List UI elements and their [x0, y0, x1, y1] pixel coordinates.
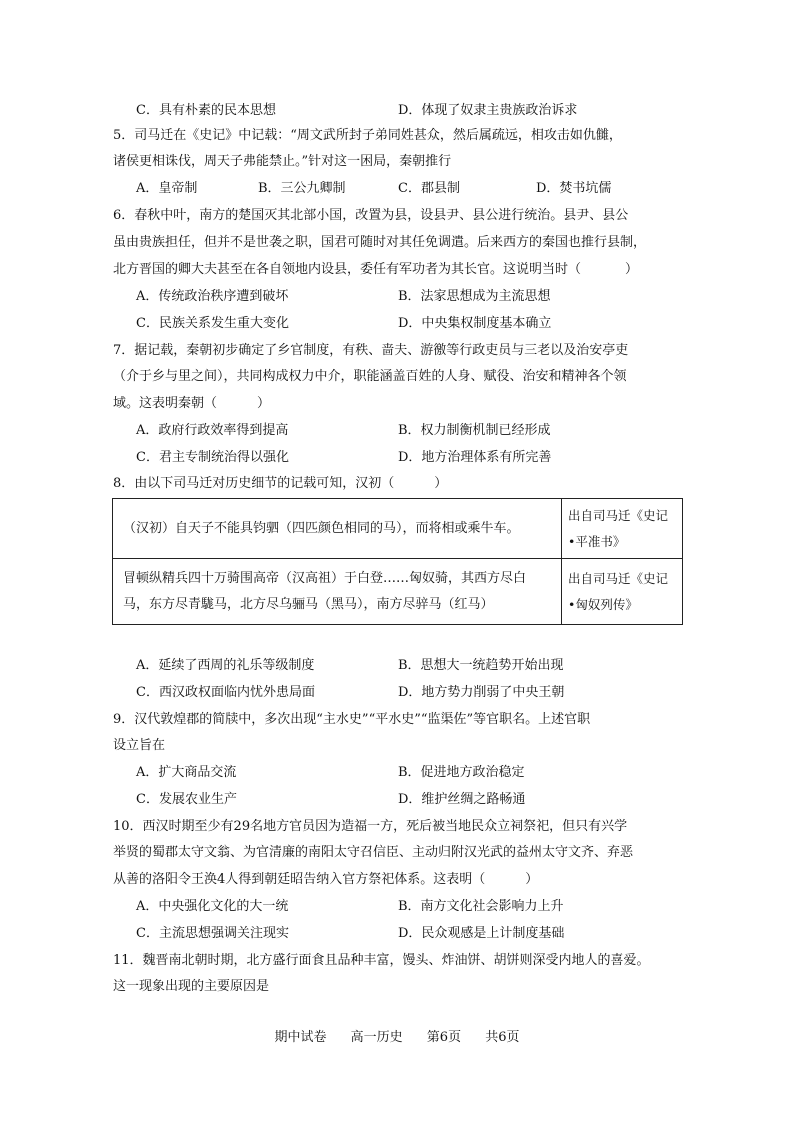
q8-row2-text	[113, 559, 562, 625]
q8-stem-text: 8．由以下司马迁对历史细节的记载可知，汉初（	[113, 476, 395, 491]
q5-option-d: D．焚书坑儒	[536, 181, 612, 196]
q7-option-b: B．权力制衡机制已经形成	[398, 423, 551, 438]
footer-page-number: 第6页	[426, 1030, 462, 1045]
footer-subject: 高一历史	[350, 1030, 403, 1045]
q8-row2-source-line2: •匈奴列传》	[568, 596, 638, 612]
q11-stem-line1: 11．魏晋南北朝时期，北方盛行面食且品种丰富，馒头、炸油饼、胡饼则深受内地人的喜爱。	[113, 953, 650, 968]
q8-stem	[113, 475, 447, 493]
q8-row1-source	[562, 499, 683, 559]
q7-answer-paren: ）	[257, 396, 271, 411]
q5-option-c: C．郡县制	[398, 181, 460, 196]
q6-stem-line2: 虽由贵族担任，但并不是世袭之职，国君可随时对其任免调遣。后来西方的秦国也推行县制，	[113, 235, 647, 250]
q10-stem-line1: 10．西汉时期至少有29名地方官员因为造福一方，死后被当地民众立祠祭祀，但只有兴学	[113, 819, 628, 834]
q6-answer-paren: ）	[625, 262, 639, 277]
q9-option-a: A．扩大商品交流	[136, 765, 237, 780]
q10-option-d: D．民众观感是上计制度基础	[398, 926, 565, 941]
q4-option-c: C．具有朴素的民本思想	[136, 103, 276, 118]
q7-stem-line3-text: 域。这表明秦朝（	[113, 396, 218, 411]
q10-stem-line3	[113, 871, 538, 889]
footer-exam-name: 期中试卷	[274, 1030, 327, 1045]
q8-answer-paren: ）	[434, 476, 448, 491]
q6-option-b: B．法家思想成为主流思想	[398, 289, 551, 304]
q8-source-table	[112, 498, 683, 625]
q7-stem-line3	[113, 395, 270, 413]
q6-option-a: A．传统政治秩序遭到破坏	[136, 289, 289, 304]
q10-stem-line2: 举贤的蜀郡太守文翁、为官清廉的南阳太守召信臣、主动归附汉光武的益州太守文齐、弃恶	[113, 845, 634, 860]
q7-stem-line2: （介于乡与里之间），共同构成权力中介，职能涵盖百姓的人身、赋役、治安和精神各个领	[113, 369, 627, 384]
q8-option-a: A．延续了西周的礼乐等级制度	[136, 658, 315, 673]
q9-option-c: C．发展农业生产	[136, 792, 237, 807]
q8-option-b: B．思想大一统趋势开始出现	[398, 658, 564, 673]
q5-option-a: A．皇帝制	[136, 181, 198, 196]
q9-option-d: D．维护丝绸之路畅通	[398, 792, 526, 807]
q10-stem-line3-text: 从善的洛阳令王涣4人得到朝廷昭告纳入官方祭祀体系。这表明（	[113, 872, 486, 887]
q8-option-d: D．地方势力削弱了中央王朝	[398, 685, 565, 700]
q9-stem-line1: 9．汉代敦煌郡的简牍中，多次出现“主水史”“平水史”“监渠佐”等官职名。上述官职	[113, 712, 591, 727]
q9-option-b: B．促进地方政治稳定	[398, 765, 525, 780]
q8-row2-text-line1: 冒顿纵精兵四十万骑围高帝（汉高祖）于白登……匈奴骑，其西方尽白	[123, 570, 527, 586]
footer-total-pages: 共6页	[485, 1030, 520, 1045]
q11-stem-line2: 这一现象出现的主要原因是	[113, 979, 270, 994]
table-row	[113, 559, 683, 625]
q8-row1-source-line2: •平准书》	[568, 533, 626, 549]
q8-row1-source-line1: 出自司马迁《史记	[568, 507, 669, 523]
q8-option-c: C．西汉政权面临内忧外患局面	[136, 685, 315, 700]
q5-option-b: B．三公九卿制	[258, 181, 346, 196]
q6-option-c: C．民族关系发生重大变化	[136, 316, 289, 331]
q9-stem-line2: 设立旨在	[113, 738, 166, 753]
q4-option-d: D．体现了奴隶主贵族政治诉求	[398, 103, 578, 118]
q7-option-d: D．地方治理体系有所完善	[398, 450, 552, 465]
q5-stem-line1: 5．司马迁在《史记》中记载：“周文武所封子弟同姓甚众，然后属疏远，相攻击如仇雠，	[113, 128, 622, 143]
q8-row2-source	[562, 559, 683, 625]
q5-stem-line2: 诸侯更相诛伐，周天子弗能禁止。”针对这一困局，秦朝推行	[113, 154, 452, 169]
q8-row1-text: （汉初）自天子不能具钧驷（四匹颜色相同的马），而将相或乘牛车。	[113, 499, 562, 559]
q10-answer-paren: ）	[525, 872, 539, 887]
q10-option-c: C．主流思想强调关注现实	[136, 926, 289, 941]
q6-stem-line1: 6．春秋中叶，南方的楚国灭其北部小国，改置为县，设县尹、县公进行统治。县尹、县公	[113, 208, 629, 223]
q8-row2-text-line2: 马，东方尽青駹马，北方尽乌骊马（黑马），南方尽骍马（红马）	[123, 596, 494, 612]
page-footer	[0, 1026, 794, 1045]
q6-stem-line3-text: 北方晋国的卿大夫甚至在各自领地内设县，委任有军功者为其长官。这说明当时（	[113, 262, 582, 277]
q8-row2-source-line1: 出自司马迁《史记	[568, 570, 669, 586]
q6-option-d: D．中央集权制度基本确立	[398, 316, 552, 331]
q7-option-a: A．政府行政效率得到提高	[136, 423, 289, 438]
q7-stem-line1: 7．据记载，秦朝初步确定了乡官制度，有秩、啬夫、游徼等行政吏员与三老以及治安亭吏	[113, 343, 629, 358]
q7-option-c: C．君主专制统治得以强化	[136, 450, 289, 465]
q6-stem-line3	[113, 261, 638, 279]
q10-option-b: B．南方文化社会影响力上升	[398, 899, 564, 914]
table-row	[113, 499, 683, 559]
q10-option-a: A．中央强化文化的大一统	[136, 899, 289, 914]
